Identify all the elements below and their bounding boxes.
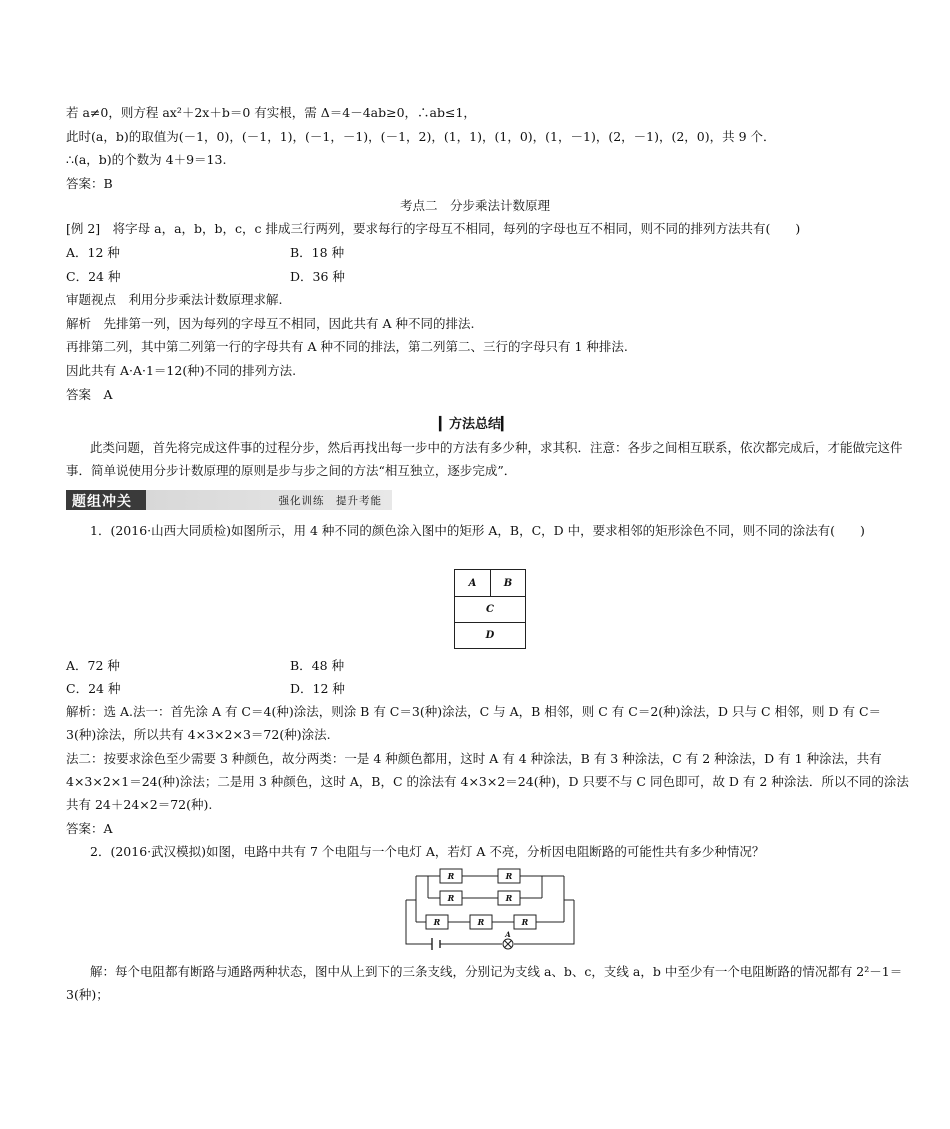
option-d: D．12 种 xyxy=(290,681,345,696)
option-b: B．48 种 xyxy=(290,658,345,673)
text-line: 再排第二列，其中第二列第一行的字母共有 A 种不同的排法，第二列第二、三行的字母只有 1 种排法. xyxy=(66,339,628,354)
example-question: [例 2] 将字母 a，a，b，b，c，c 排成三行两列，要求每行的字母互不相同，每列的字母也互不相同，则不同的排列方法共有( ) xyxy=(66,221,801,236)
option-c: C．24 种 xyxy=(66,269,121,284)
section-heading: 考点二 分步乘法计数原理 xyxy=(399,198,550,213)
option-b: B．18 种 xyxy=(290,245,345,260)
resistor-label: R xyxy=(447,871,455,881)
resistor-label: R xyxy=(521,917,529,927)
solution-1: 解析：选 A.法一：首先涂 A 有 C＝4(种)涂法，则涂 B 有 C＝3(种)涂法，C 与 A，B 相邻，则 C 有 C＝2(种)涂法，D 只与 C 相邻，则 D 有 C＝3(种)涂法，所以共有 4×3×2×3＝72(种)涂法. xyxy=(66,704,882,742)
option-a: A．72 种 xyxy=(66,658,120,673)
option-d: D．36 种 xyxy=(290,269,345,284)
summary-title: ▎方法总结▎ xyxy=(439,417,511,432)
resistor-label: R xyxy=(505,871,513,881)
option-c: C．24 种 xyxy=(66,681,121,696)
option-a: A．12 种 xyxy=(66,245,120,260)
answer-line: 答案：B xyxy=(66,176,113,191)
text-line: ∴(a，b)的个数为 4＋9＝13. xyxy=(66,152,227,167)
cell-c: C xyxy=(455,597,525,623)
resistor-label: R xyxy=(505,893,513,903)
resistor-label: R xyxy=(433,917,441,927)
answer-line: 答案：A xyxy=(66,821,113,836)
solution-2: 法二：按要求涂色至少需要 3 种颜色，故分两类：一是 4 种颜色都用，这时 A 有 4 种涂法，B 有 3 种涂法，C 有 2 种涂法，D 有 1 种涂法，共有 4×3×2×1＝24(种)涂法；二是用 3 种颜色，这时 A，B，C 的涂法有 4×3×2＝24(种)，D 只要不与 C 同色即可，故 D 有 2 种涂法．所以不同的涂法共有 24＋24×2＝72(种). xyxy=(66,751,909,812)
summary-text: 此类问题，首先将完成这件事的过程分步，然后再找出每一步中的方法有多少种，求其积．注意：各步之间相互联系，依次都完成后，才能做完这件事．简单说使用分步计数原理的原则是步与步之间的方法“相互独立，逐步完成”． xyxy=(66,440,903,478)
bar-title: 题组冲关 xyxy=(72,494,132,510)
text-line: 若 a≠0，则方程 ax²＋2x＋b＝0 有实根，需 Δ＝4－4ab≥0，∴ab≤1， xyxy=(66,105,476,120)
bar-subtitle: 强化训练 提升考能 xyxy=(278,495,382,507)
section-bar xyxy=(66,490,392,510)
text-line: 此时(a，b)的取值为(－1，0)，(－1，1)，(－1，－1)，(－1，2)，(1，1)，(1，0)，(1，－1)，(2，－1)，(2，0)，共 9 个． xyxy=(66,129,776,144)
rectangle-figure xyxy=(454,569,526,649)
text-line: 因此共有 A·A·1＝12(种)不同的排列方法. xyxy=(66,363,297,378)
text-line: 解析 先排第一列，因为每列的字母互不相同，因此共有 A 种不同的排法. xyxy=(66,316,475,331)
question-1: 1．(2016·山西大同质检)如图所示，用 4 种不同的颜色涂入图中的矩形 A，B，C，D 中，要求相邻的矩形涂色不同，则不同的涂法有( ) xyxy=(90,523,865,538)
cell-d: D xyxy=(485,630,495,641)
lamp-label: A xyxy=(505,930,511,939)
cell-b: B xyxy=(491,570,525,597)
text-line: 审题视点 利用分步乘法计数原理求解. xyxy=(66,292,283,307)
circuit-diagram xyxy=(402,862,580,950)
resistor-label: R xyxy=(477,917,485,927)
cell-a: A xyxy=(455,570,491,597)
answer-line: 答案 A xyxy=(66,387,113,402)
resistor-label: R xyxy=(447,893,455,903)
question-2-solution: 解：每个电阻都有断路与通路两种状态，图中从上到下的三条支线，分别记为支线 a、b、c，支线 a，b 中至少有一个电阻断路的情况都有 2²－1＝3(种)； xyxy=(66,964,903,1002)
question-2: 2．(2016·武汉模拟)如图，电路中共有 7 个电阻与一个电灯 A，若灯 A 不亮，分析因电阻断路的可能性共有多少种情况？ xyxy=(90,844,765,859)
